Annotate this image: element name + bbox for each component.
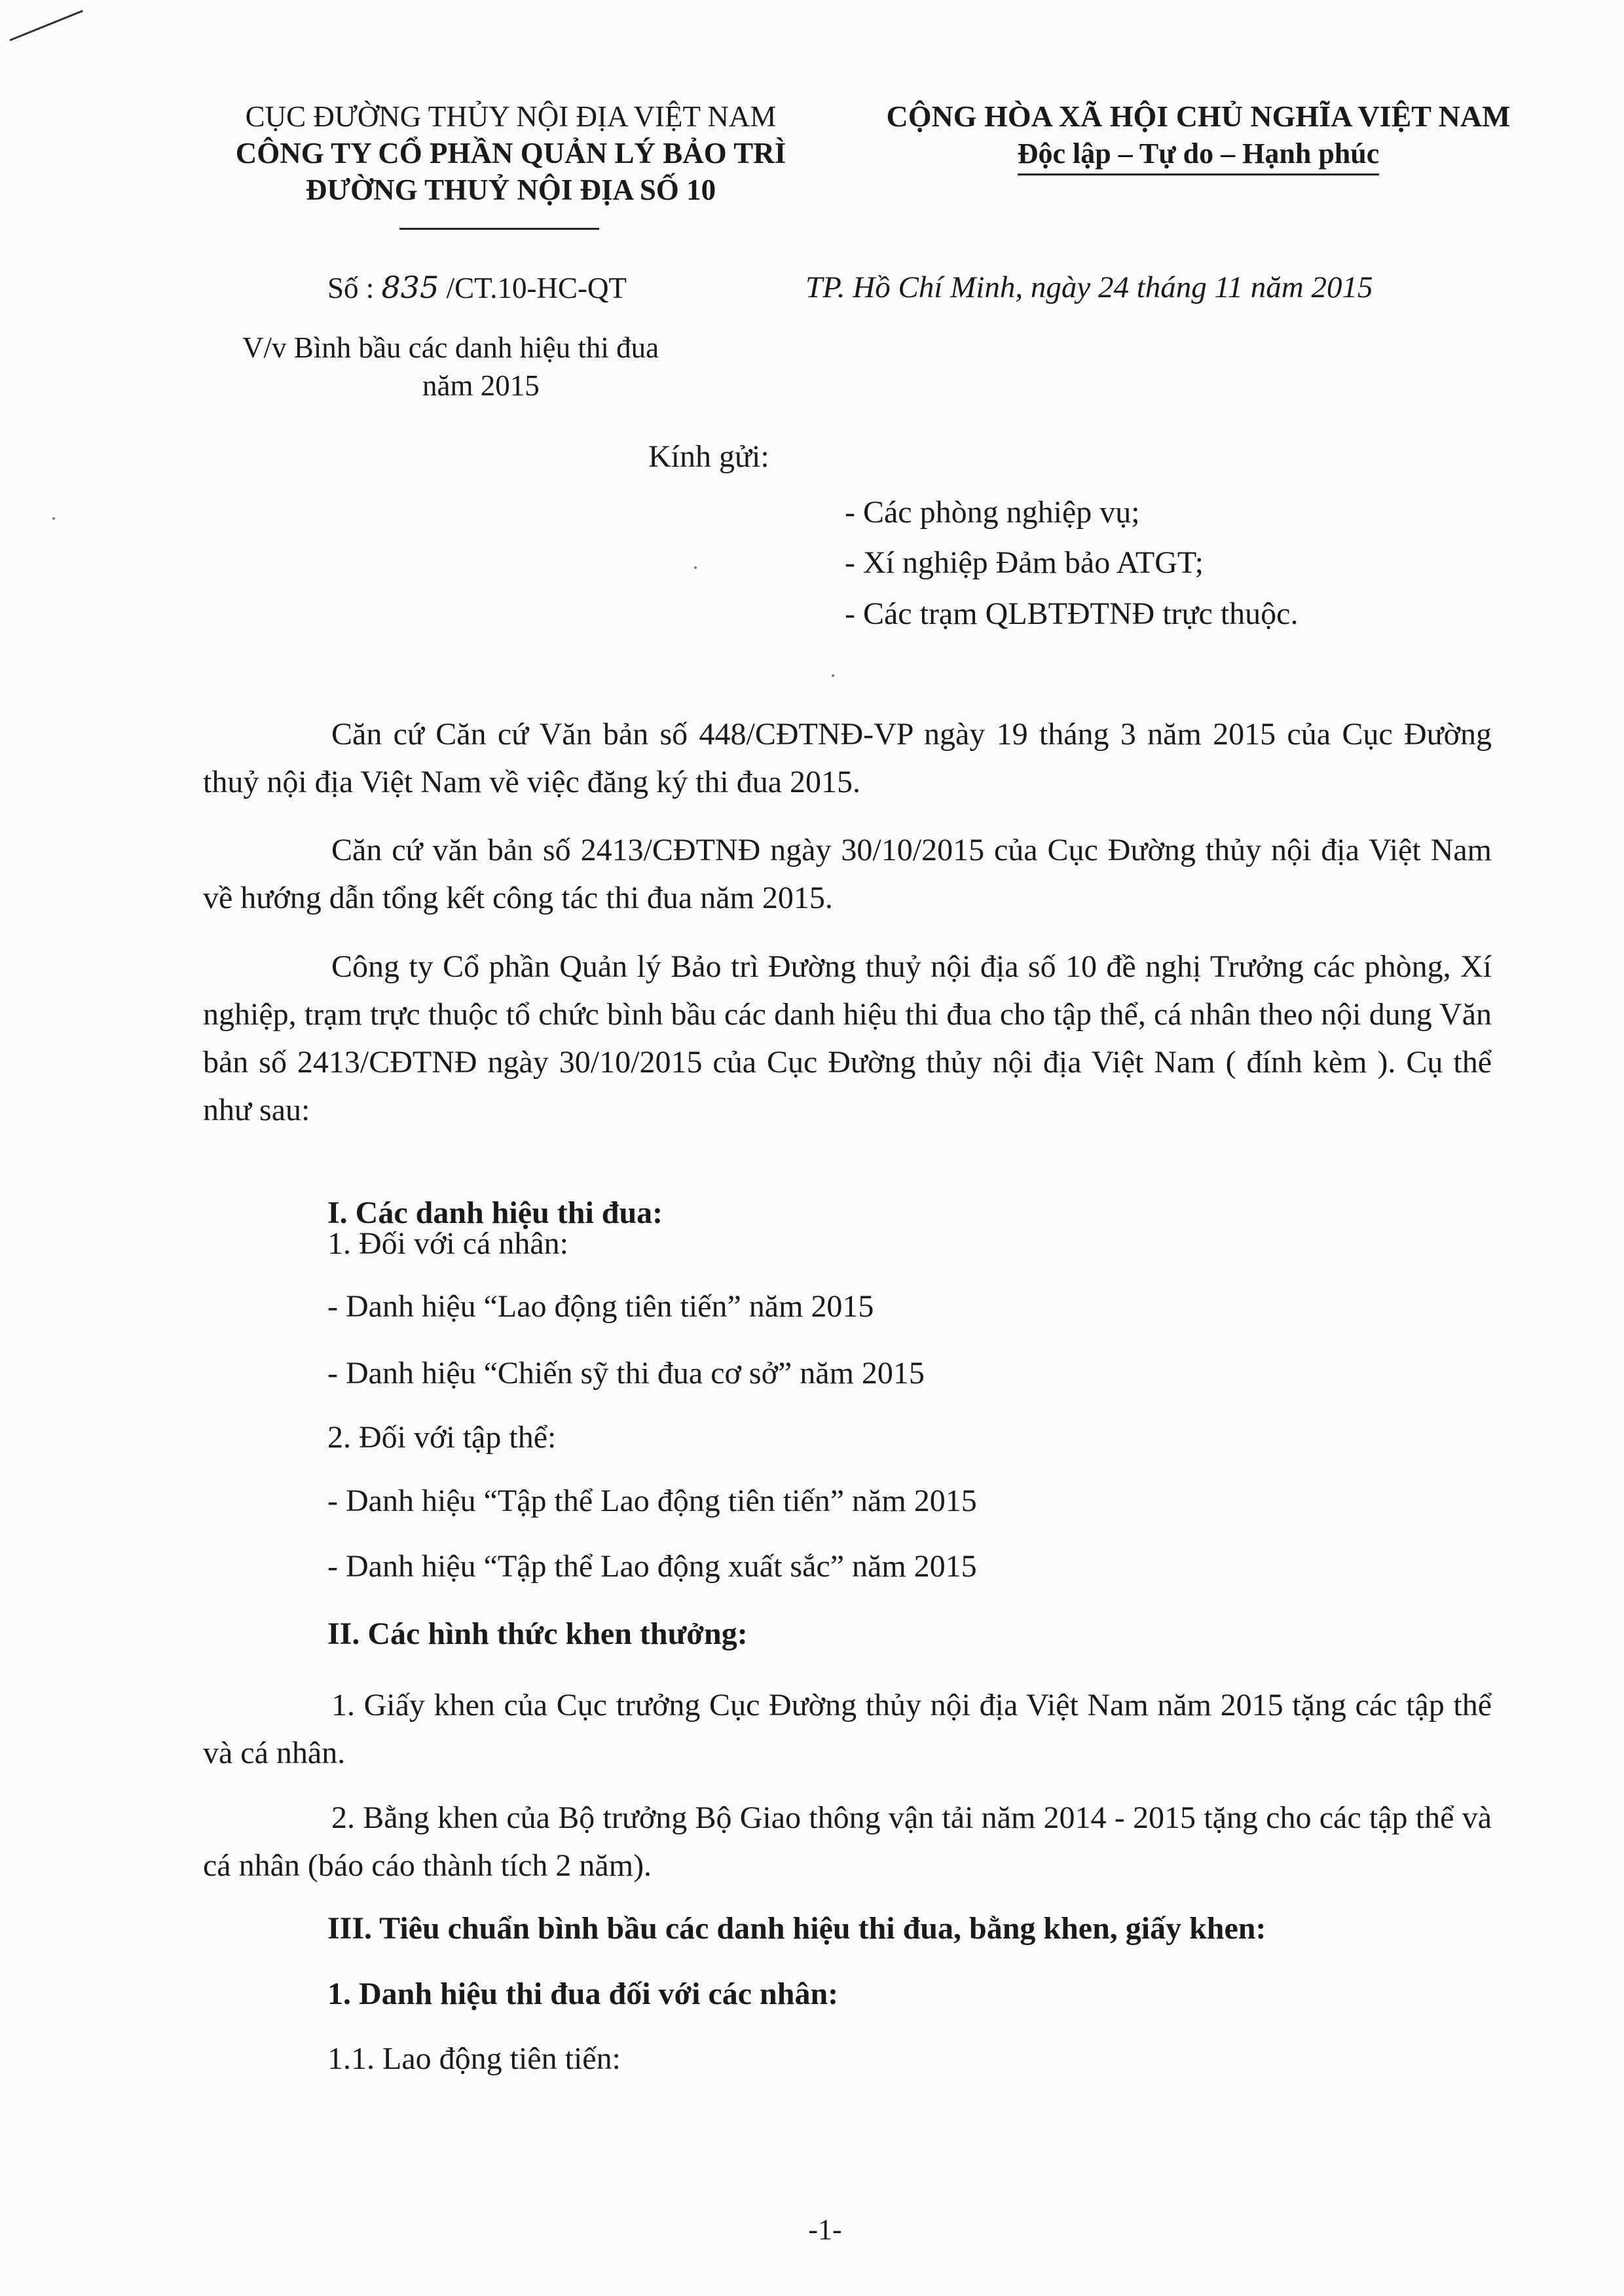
recipient-item: - Các phòng nghiệp vụ; [845,495,1140,530]
national-motto: Độc lập – Tự do – Hạnh phúc [1018,136,1380,175]
section-2-heading: II. Các hình thức khen thưởng: [327,1616,748,1651]
issuer-header [164,98,858,208]
document-number [327,270,627,305]
paragraph-request: Công ty Cổ phần Quản lý Bảo trì Đường thuỷ nội địa số 10 đề nghị Trưởng các phòng, Xí nghiệp, trạm trực thuộc tổ chức bình bầu các danh hiệu thi đua cho tập thể, cá nhân theo nội dung Văn bản số 2413/CĐTNĐ ngày 30/10/2015 của Cục Đường thủy nội địa Việt Nam ( đính kèm ). Cụ thể như sau: [203,949,1492,1127]
scan-speck [52,517,55,520]
company-name-line2: ĐƯỜNG THUỶ NỘI ĐỊA SỐ 10 [305,173,716,206]
section-2-item2: 2. Bằng khen của Bộ trưởng Bộ Giao thông vận tải năm 2014 - 2015 tặng cho các tập thể và cá nhân (báo cáo thành tích 2 năm). [203,1800,1492,1883]
section-1-sub1-item: - Danh hiệu “Chiến sỹ thi đua cơ sở” năm 2015 [327,1356,925,1391]
recipient-item: - Các trạm QLBTĐTNĐ trực thuộc. [845,596,1299,631]
paragraph-basis-2: Căn cứ văn bản số 2413/CĐTNĐ ngày 30/10/2015 của Cục Đường thủy nội địa Việt Nam về hướng dẫn tổng kết công tác thi đua năm 2015. [203,833,1492,915]
section-1-sub1: 1. Đối với cá nhân: [327,1226,568,1261]
country-name: CỘNG HÒA XÃ HỘI CHỦ NGHĨA VIỆT NAM [886,100,1511,133]
section-1-sub2: 2. Đối với tập thể: [327,1420,557,1455]
doc-number-code: /CT.10-HC-QT [446,272,627,304]
section-2-item1: 1. Giấy khen của Cục trưởng Cục Đường thủy nội địa Việt Nam năm 2015 tặng các tập thể và cá nhân. [203,1688,1492,1770]
section-1-sub2-item: - Danh hiệu “Tập thể Lao động tiên tiến” năm 2015 [327,1484,977,1518]
section-1-heading: I. Các danh hiệu thi đua: [327,1195,663,1230]
place-date: TP. Hồ Chí Minh, ngày 24 tháng 11 năm 2015 [805,270,1373,304]
scan-speck [694,566,697,569]
section-3-sub1-1: 1.1. Lao động tiên tiến: [327,2041,621,2076]
scan-speck [832,674,834,677]
section-3-sub1: 1. Danh hiệu thi đua đối với các nhân: [327,1977,839,2011]
paragraph-basis-1: Căn cứ Căn cứ Văn bản số 448/CĐTNĐ-VP ngày 19 tháng 3 năm 2015 của Cục Đường thuỷ nội địa Việt Nam về việc đăng ký thi đua 2015. [203,717,1492,799]
section-3-heading: III. Tiêu chuẩn bình bầu các danh hiệu thi đua, bằng khen, giấy khen: [327,1911,1266,1946]
scan-pen-mark [9,10,83,41]
section-1-sub1-item: - Danh hiệu “Lao động tiên tiến” năm 2015 [327,1289,874,1324]
company-name-line1: CÔNG TY CỔ PHẦN QUẢN LÝ BẢO TRÌ [235,137,786,170]
subject-line1: V/v Bình bầu các danh hiệu thi đua [242,331,659,364]
page-number: -1- [808,2214,842,2246]
doc-number-handwritten: 835 [381,270,439,305]
subject [242,329,659,405]
greeting: Kính gửi: [648,439,769,474]
recipient-item: - Xí nghiệp Đảm bảo ATGT; [845,545,1204,580]
section-1-sub2-item: - Danh hiệu “Tập thể Lao động xuất sắc” năm 2015 [327,1549,977,1584]
national-header [851,98,1545,175]
subject-line2: năm 2015 [422,369,540,402]
agency-name: CỤC ĐƯỜNG THỦY NỘI ĐỊA VIỆT NAM [245,100,777,133]
header-underline [399,228,599,230]
doc-number-prefix: Số : [327,272,375,304]
